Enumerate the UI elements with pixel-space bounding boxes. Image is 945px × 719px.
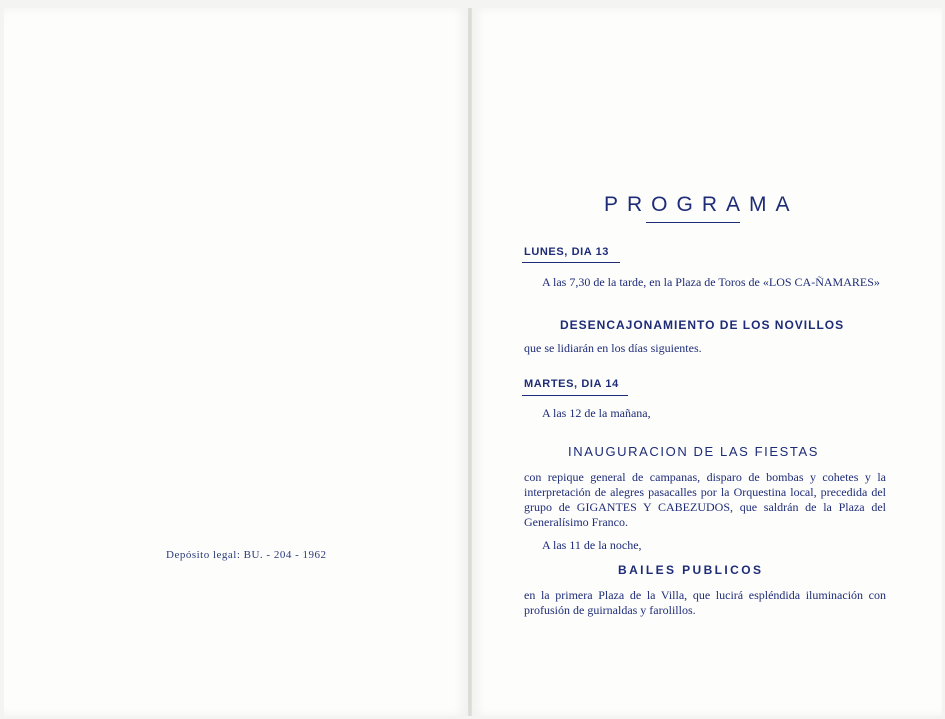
day-heading-monday: LUNES, DIA 13	[524, 246, 610, 258]
monday-intro: A las 7,30 de la tarde, en la Plaza de Toros de «LOS CA-ÑAMARES»	[542, 275, 880, 289]
event-inauguracion: INAUGURACION DE LAS FIESTAS	[568, 444, 819, 459]
tuesday-intro-night: A las 11 de la noche,	[542, 538, 642, 552]
event-desencajonamiento: DESENCAJONAMIENTO DE LOS NOVILLOS	[560, 318, 845, 332]
event-bailes-publicos: BAILES PUBLICOS	[618, 563, 764, 577]
day-underline-monday	[522, 262, 620, 263]
day-underline-tuesday	[522, 395, 628, 396]
legal-deposit: Depósito legal: BU. - 204 - 1962	[166, 549, 327, 561]
program-title: PROGRAMA	[604, 193, 799, 216]
tuesday-detail-morning: con repique general de campanas, disparo de bombas y cohetes y la interpretación de alegres pasacalles por la Orquestina local, precedida del grupo de GIGANTES Y CABEZUDOS, que saldrán de la Plaza del Generalísimo Franco.	[524, 470, 886, 529]
title-underline	[646, 222, 740, 223]
tuesday-intro-morning: A las 12 de la mañana,	[542, 406, 651, 420]
left-page	[4, 8, 468, 716]
tuesday-detail-night: en la primera Plaza de la Villa, que lucirá espléndida iluminación con profusión de guirnaldas y farolillos.	[524, 588, 886, 617]
monday-detail: que se lidiarán en los días siguientes.	[524, 341, 702, 355]
day-heading-tuesday: MARTES, DIA 14	[524, 378, 619, 390]
